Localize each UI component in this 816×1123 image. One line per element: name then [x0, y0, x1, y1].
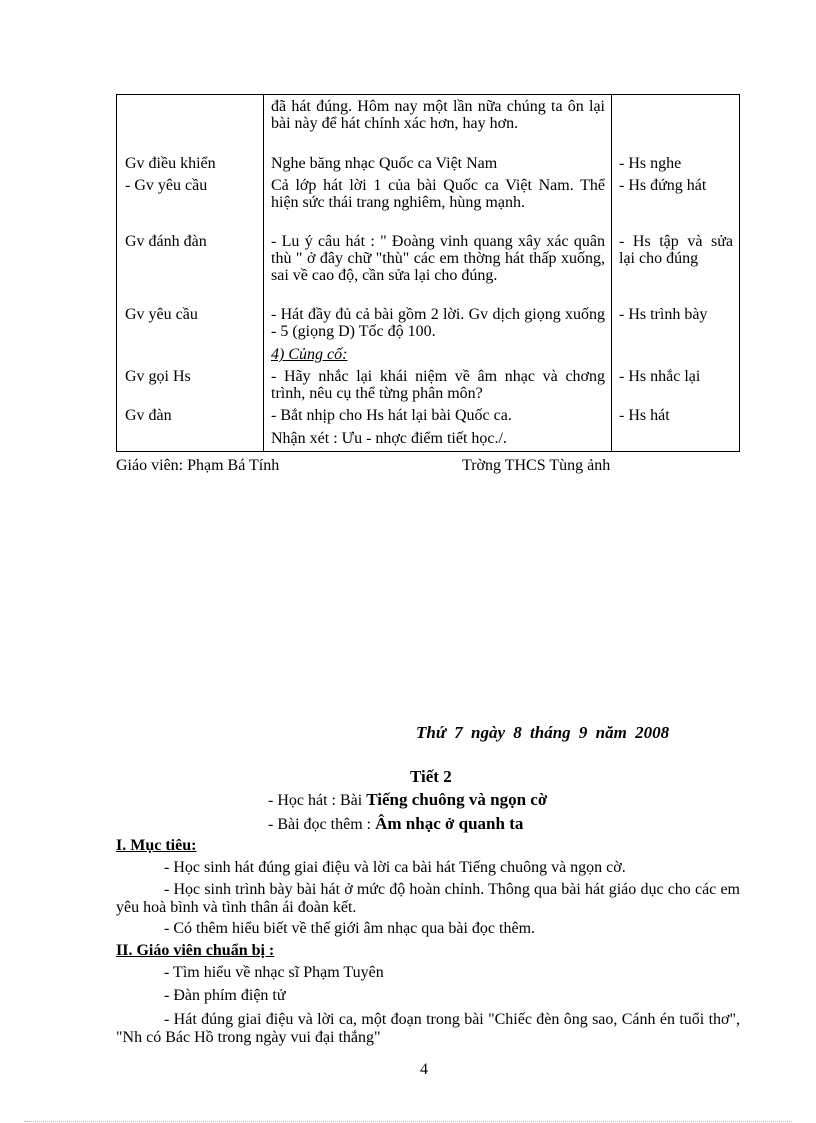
- table-cell-content: - Bắt nhịp cho Hs hát lại bài Quốc ca.: [271, 407, 512, 424]
- lesson-table: [116, 94, 740, 452]
- table-cell-student: - Hs nhắc lại: [619, 368, 701, 385]
- preparation-item: - Tìm hiểu về nhạc sĩ Phạm Tuyên: [164, 964, 384, 981]
- table-cell-teacher: - Gv yêu cầu: [125, 177, 208, 194]
- table-cell-teacher: Gv đàn: [125, 407, 172, 424]
- table-cell-content: đã hát đúng. Hôm nay một lần nữa chúng ta ôn lại bài này để hát chính xác hơn, hay hơn.: [271, 98, 605, 132]
- table-cell-content: Cả lớp hát lời 1 của bài Quốc ca Việt Nam. Thể hiện sức thái trang nghiêm, hùng mạnh.: [271, 177, 605, 211]
- table-cell-teacher: Gv yêu cầu: [125, 306, 198, 323]
- table-cell-content: - Hãy nhắc lại khái niệm về âm nhạc và chơng trình, nêu cụ thể từng phân môn?: [271, 368, 605, 402]
- table-cell-student: - Hs trình bày: [619, 306, 708, 323]
- teacher-name: Giáo viên: Phạm Bá Tính: [116, 457, 280, 474]
- table-cell-content: Nhận xét : Ưu - nhợc điểm tiết học./.: [271, 430, 507, 447]
- reading-line: [268, 814, 523, 834]
- table-cell-content: Nghe băng nhạc Quốc ca Việt Nam: [271, 155, 498, 172]
- consolidation-heading: 4) Củng cố:: [271, 346, 348, 363]
- table-cell-teacher: Gv gọi Hs: [125, 368, 191, 385]
- preparation-item: - Hát đúng giai điệu và lời ca, một đoạn trong bài "Chiếc đèn ông sao, Cánh én tuổi thơ", "Nh có Bác Hồ trong ngày vui đại thắng": [116, 1011, 740, 1046]
- table-cell-content: - Lu ý câu hát : " Đoàng vinh quang xây xác quân thù " ở đây chữ "thù" các em thờng hát thấp xuống, sai về cao độ, cần sửa lại cho đúng.: [271, 233, 605, 284]
- song-prefix: - Học hát : Bài: [268, 792, 363, 809]
- column-divider: [611, 95, 612, 451]
- page-bottom-divider: [24, 1121, 792, 1122]
- table-cell-student: - Hs tập và sửa lại cho đúng: [619, 233, 733, 267]
- school-name: Trờng THCS Tùng ảnh: [462, 457, 611, 474]
- preparation-item: - Đàn phím điện tử: [164, 987, 286, 1004]
- table-cell-student: - Hs hát: [619, 407, 670, 424]
- section-objectives-heading: I. Mục tiêu:: [116, 837, 197, 854]
- reading-prefix: - Bài đọc thêm :: [268, 816, 372, 833]
- reading-title: Âm nhạc ở quanh ta: [375, 814, 524, 833]
- lesson-date: Thứ 7 ngày 8 tháng 9 năm 2008: [416, 723, 670, 742]
- table-cell-teacher: Gv điều khiển: [125, 155, 216, 172]
- lesson-title: Tiết 2: [410, 767, 452, 786]
- objective-item: - Có thêm hiểu biết về thế giới âm nhạc qua bài đọc thêm.: [164, 920, 536, 937]
- table-cell-teacher: Gv đánh đàn: [125, 233, 207, 250]
- song-title: Tiếng chuông và ngọn cờ: [366, 790, 548, 809]
- section-preparation-heading: II. Giáo viên chuẩn bị :: [116, 942, 275, 959]
- song-line: [268, 790, 547, 810]
- table-cell-content: - Hát đầy đủ cả bài gồm 2 lời. Gv dịch giọng xuống - 5 (giọng D) Tốc độ 100.: [271, 306, 605, 340]
- objective-item: - Học sinh trình bày bài hát ở mức độ hoàn chỉnh. Thông qua bài hát giáo dục cho các em yêu hoà bình và tình thân ái đoàn kết.: [116, 881, 740, 916]
- table-cell-student: - Hs nghe: [619, 155, 682, 172]
- objective-item: - Học sinh hát đúng giai điệu và lời ca bài hát Tiếng chuông và ngọn cờ.: [164, 859, 626, 876]
- column-divider: [263, 95, 264, 451]
- table-cell-student: - Hs đứng hát: [619, 177, 707, 194]
- page-number: 4: [420, 1061, 428, 1078]
